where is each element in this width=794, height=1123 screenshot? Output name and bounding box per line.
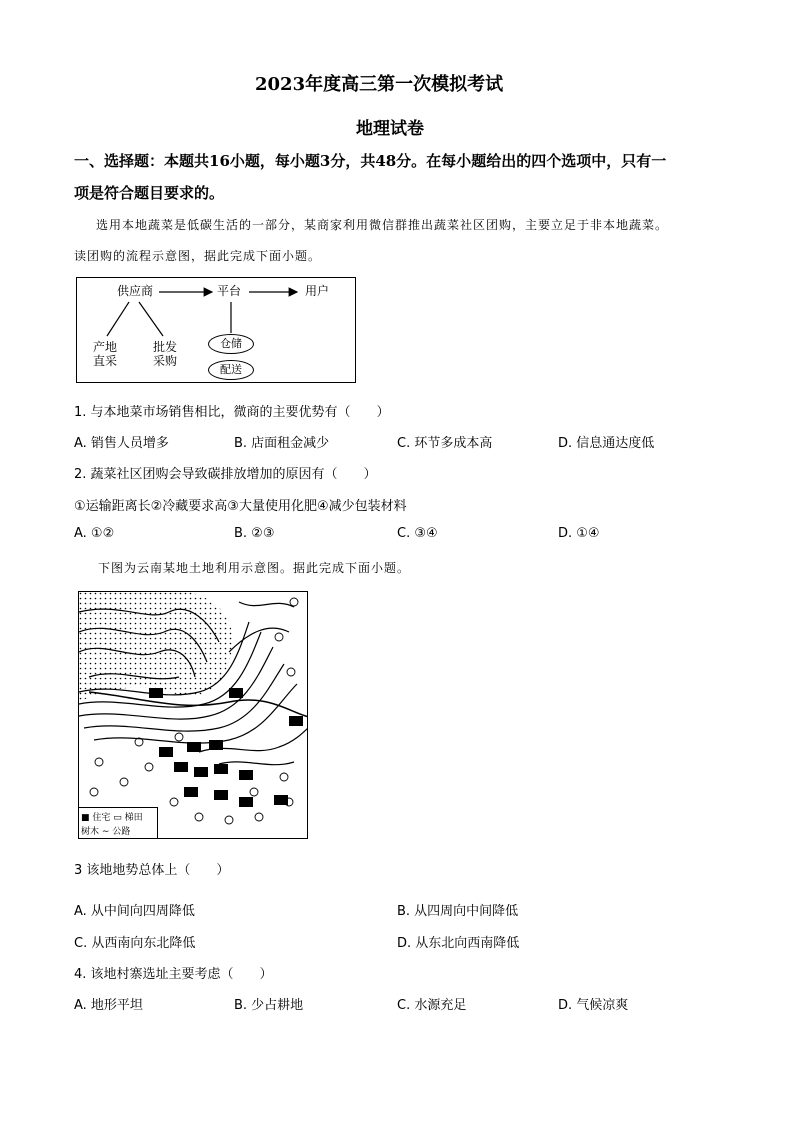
question-2-option-a[interactable]: A. ①②: [74, 526, 115, 541]
question-4-option-a[interactable]: A. 地形平坦: [74, 998, 143, 1013]
flow-node-direct-b: 直采: [93, 354, 118, 368]
exam-title: 2023年度高三第一次模拟考试: [255, 74, 504, 95]
legend-road-icon: ∼: [101, 827, 110, 837]
intro-2: 下图为云南某地土地利用示意图。据此完成下面小题。: [98, 561, 411, 575]
flow-node-supplier: 供应商: [117, 284, 154, 298]
section-heading-line2: 项是符合题目要求的。: [74, 184, 225, 202]
map-legend: [79, 807, 158, 838]
legend-terrace-icon: ▭: [113, 813, 122, 823]
legend-house-icon: ■: [81, 813, 90, 823]
legend-house-label: 住宅: [92, 813, 111, 823]
line-supplier-to-wholesale: [139, 302, 163, 336]
question-2-option-c[interactable]: C. ③④: [397, 526, 438, 541]
group-buying-flow-diagram: [76, 277, 356, 383]
question-4-option-c[interactable]: C. 水源充足: [397, 998, 467, 1013]
question-3-option-a[interactable]: A. 从中间向四周降低: [74, 904, 195, 919]
flow-node-direct-a: 产地: [93, 340, 118, 354]
line-supplier-to-direct: [107, 302, 129, 336]
question-2-option-b[interactable]: B. ②③: [234, 526, 275, 541]
question-3-option-c[interactable]: C. 从西南向东北降低: [74, 936, 196, 951]
question-3-option-d[interactable]: D. 从东北向西南降低: [397, 936, 520, 951]
question-3-option-b[interactable]: B. 从四周向中间降低: [397, 904, 519, 919]
legend-terrace-label: 梯田: [124, 813, 143, 823]
flow-node-wholesale-b: 采购: [153, 354, 178, 368]
flow-node-wholesale-a: 批发: [153, 340, 178, 354]
road: [89, 692, 308, 717]
question-2-option-d[interactable]: D. ①④: [558, 526, 600, 541]
question-1-stem: 1. 与本地菜市场销售相比，微商的主要优势有（ ）: [74, 405, 390, 420]
question-2-items: ①运输距离长②冷藏要求高③大量使用化肥④减少包装材料: [74, 499, 407, 514]
forest-area: [79, 592, 233, 702]
legend-road-label: 公路: [112, 827, 131, 837]
intro-1-line2: 读团购的流程示意图，据此完成下面小题。: [74, 249, 322, 263]
question-1-option-a[interactable]: A. 销售人员增多: [74, 436, 169, 451]
intro-1-line1: 选用本地蔬菜是低碳生活的一部分，某商家利用微信群推出蔬菜社区团购，主要立足于非本地蔬菜。: [96, 218, 669, 232]
question-1-option-c[interactable]: C. 环节多成本高: [397, 436, 493, 451]
question-2-stem: 2. 蔬菜社区团购会导致碳排放增加的原因有（ ）: [74, 467, 377, 482]
question-1-option-b[interactable]: B. 店面租金减少: [234, 436, 330, 451]
flow-node-platform: 平台: [217, 284, 242, 298]
flow-node-storage: 仓储: [208, 334, 254, 354]
legend-tree-label: 树木: [81, 827, 100, 837]
question-3-stem: 3 该地地势总体上（ ）: [74, 863, 230, 878]
flow-node-delivery: 配送: [208, 360, 254, 380]
exam-subtitle: 地理试卷: [356, 119, 424, 139]
land-use-map-drawing: [79, 592, 308, 839]
question-4-stem: 4. 该地村寨选址主要考虑（ ）: [74, 967, 273, 982]
section-heading-line1: 一、选择题：本题共16小题，每小题3分，共48分。在每小题给出的四个选项中，只有一: [74, 152, 667, 170]
question-1-option-d[interactable]: D. 信息通达度低: [558, 436, 655, 451]
land-use-map: [78, 591, 308, 839]
question-4-option-d[interactable]: D. 气候凉爽: [558, 998, 629, 1013]
question-4-option-b[interactable]: B. 少占耕地: [234, 998, 304, 1013]
flow-node-user: 用户: [305, 284, 330, 298]
